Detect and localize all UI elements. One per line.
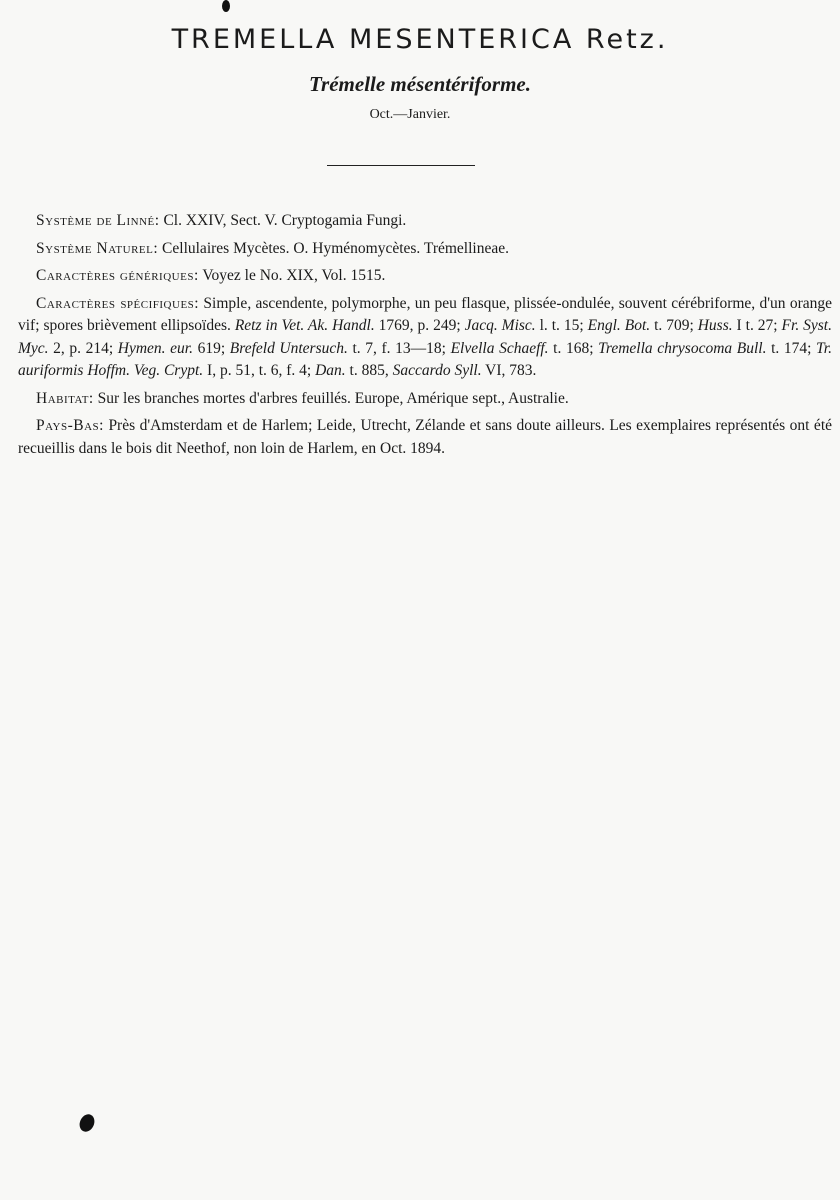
reference: Dan. (315, 362, 346, 379)
entry-caracteres-specifiques (18, 293, 832, 383)
reference-detail: t. 168; (548, 339, 599, 357)
entry-label: Habitat: (36, 389, 94, 407)
entry-label: Pays-Bas: (36, 417, 104, 434)
reference: Hymen. eur. (117, 339, 193, 357)
description-body (18, 210, 832, 465)
entry-pays-bas (18, 415, 832, 460)
reference-detail: I t. 27; (732, 317, 782, 334)
entry-label: Système de Linné: (36, 212, 160, 229)
reference: Tr. auriformis Hoffm. Veg. Crypt. (18, 339, 833, 379)
entry-text: Cellulaires Mycètes. O. Hyménomycètes. Trémellineae. (158, 239, 509, 257)
reference: Brefeld Untersuch. (229, 339, 348, 357)
reference: Jacq. Misc. (464, 317, 536, 334)
reference: Retz in Vet. Ak. Handl. (234, 317, 375, 334)
entry-label: Caractères spécifiques: (36, 294, 200, 312)
entry-text: Près d'Amsterdam et de Harlem; Leide, Utrecht, Zélande et sans doute ailleurs. Les exemplaires représentés ont été recueillis dans le bois dit Neethof, non loin de Harlem, en Oct. 1894. (18, 417, 832, 457)
reference-detail: I, p. 51, t. 6, f. 4; (203, 362, 316, 379)
reference-detail: 619; (192, 339, 230, 357)
reference-detail: l. t. 15; (535, 317, 588, 334)
entry-text: Sur les branches mortes d'arbres feuillés. Europe, Amérique sept., Australie. (93, 389, 569, 407)
entry-text: Voyez le No. XIX, Vol. 1515. (198, 267, 386, 284)
reference-detail: t. 885, (345, 362, 393, 379)
entry-label: Système Naturel: (36, 239, 159, 257)
ink-spot (222, 0, 230, 12)
reference-detail: t. 709; (650, 317, 698, 334)
page-title: TREMELLA MESENTERICA Retz. (171, 24, 669, 55)
entry-text: Simple, ascendente, polymorphe, un peu flasque, plissée-ondulée, souvent cérébriforme, d'un orange vif; spores brièvement ellipsoïdes. (18, 294, 833, 334)
reference: Engl. Bot. (587, 317, 651, 334)
entry-systeme-naturel (18, 238, 832, 261)
entry-text: Cl. XXIV, Sect. V. Cryptogamia Fungi. (159, 212, 407, 229)
divider (327, 165, 475, 166)
reference-detail: VI, 783. (481, 362, 537, 379)
reference: Tremella chrysocoma Bull. (598, 339, 767, 357)
entry-caracteres-generiques (18, 265, 832, 288)
reference: Saccardo Syll. (392, 362, 482, 379)
season: Oct.—Janvier. (369, 107, 451, 122)
reference: Fr. Syst. Myc. (18, 317, 832, 357)
reference: Elvella Schaeff. (450, 339, 549, 357)
reference-detail: 2, p. 214; (48, 339, 118, 357)
reference: Huss. (697, 317, 733, 334)
reference-detail: 1769, p. 249; (374, 317, 465, 334)
reference-detail: t. 7, f. 13—18; (347, 339, 451, 357)
reference-detail: t. 174; (766, 339, 817, 357)
french-name: Trémelle mésentériforme. (309, 72, 531, 96)
ink-spot (77, 1112, 97, 1134)
entry-habitat (18, 388, 832, 411)
entry-label: Caractères génériques: (36, 267, 199, 284)
entry-systeme-linne (18, 210, 832, 233)
